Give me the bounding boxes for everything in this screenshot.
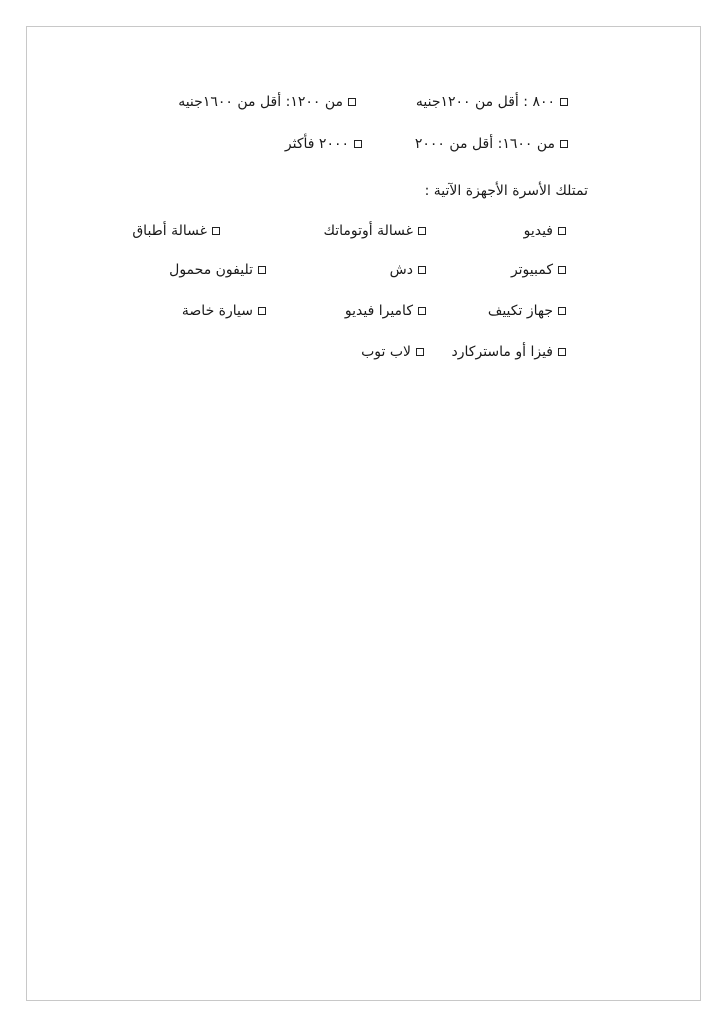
option-label: كاميرا فيديو xyxy=(344,303,413,319)
option-label: تليفون محمول xyxy=(169,262,253,278)
option-label: كمبيوتر xyxy=(510,262,553,278)
checkbox-icon[interactable] xyxy=(560,98,568,106)
device-option-automatic-washer[interactable] xyxy=(323,222,426,240)
checkbox-icon[interactable] xyxy=(418,227,426,235)
checkbox-icon[interactable] xyxy=(354,140,362,148)
income-option-1600-2000[interactable] xyxy=(415,135,568,153)
devices-heading: تمتلك الأسرة الأجهزة الآتية : xyxy=(424,183,588,199)
checkbox-icon[interactable] xyxy=(558,348,566,356)
device-option-private-car[interactable] xyxy=(182,302,266,320)
income-option-800-1200[interactable] xyxy=(416,93,568,111)
option-label: جهاز تكييف xyxy=(487,303,553,319)
device-option-satellite-dish[interactable] xyxy=(390,261,426,279)
option-label: فيديو xyxy=(523,223,553,239)
device-option-laptop[interactable] xyxy=(361,343,424,361)
option-label: ٨٠٠ : أقل من ١٢٠٠جنيه xyxy=(415,94,555,110)
checkbox-icon[interactable] xyxy=(258,307,266,315)
checkbox-icon[interactable] xyxy=(416,348,424,356)
checkbox-icon[interactable] xyxy=(558,227,566,235)
checkbox-icon[interactable] xyxy=(418,266,426,274)
option-label: سيارة خاصة xyxy=(181,303,253,319)
option-label: من ١٢٠٠: أقل من ١٦٠٠جنيه xyxy=(178,94,343,110)
option-label: ٢٠٠٠ فأكثر xyxy=(284,136,349,152)
device-option-video[interactable] xyxy=(524,222,566,240)
option-label: دش xyxy=(389,262,413,278)
page-border xyxy=(26,26,701,1001)
device-option-video-camera[interactable] xyxy=(345,302,426,320)
checkbox-icon[interactable] xyxy=(212,227,220,235)
income-option-1200-1600[interactable] xyxy=(178,93,356,111)
checkbox-icon[interactable] xyxy=(258,266,266,274)
option-label: فيزا أو ماستركارد xyxy=(451,344,553,360)
device-option-dishwasher[interactable] xyxy=(132,222,220,240)
income-option-2000-plus[interactable] xyxy=(285,135,362,153)
option-label: غسالة أوتوماتك xyxy=(323,223,413,239)
checkbox-icon[interactable] xyxy=(558,307,566,315)
device-option-air-conditioner[interactable] xyxy=(488,302,566,320)
device-option-visa-mastercard[interactable] xyxy=(452,343,566,361)
checkbox-icon[interactable] xyxy=(558,266,566,274)
device-option-computer[interactable] xyxy=(511,261,566,279)
checkbox-icon[interactable] xyxy=(348,98,356,106)
option-label: لاب توب xyxy=(361,344,411,360)
option-label: غسالة أطباق xyxy=(132,223,207,239)
option-label: من ١٦٠٠: أقل من ٢٠٠٠ xyxy=(414,136,555,152)
checkbox-icon[interactable] xyxy=(560,140,568,148)
device-option-mobile-phone[interactable] xyxy=(169,261,266,279)
checkbox-icon[interactable] xyxy=(418,307,426,315)
